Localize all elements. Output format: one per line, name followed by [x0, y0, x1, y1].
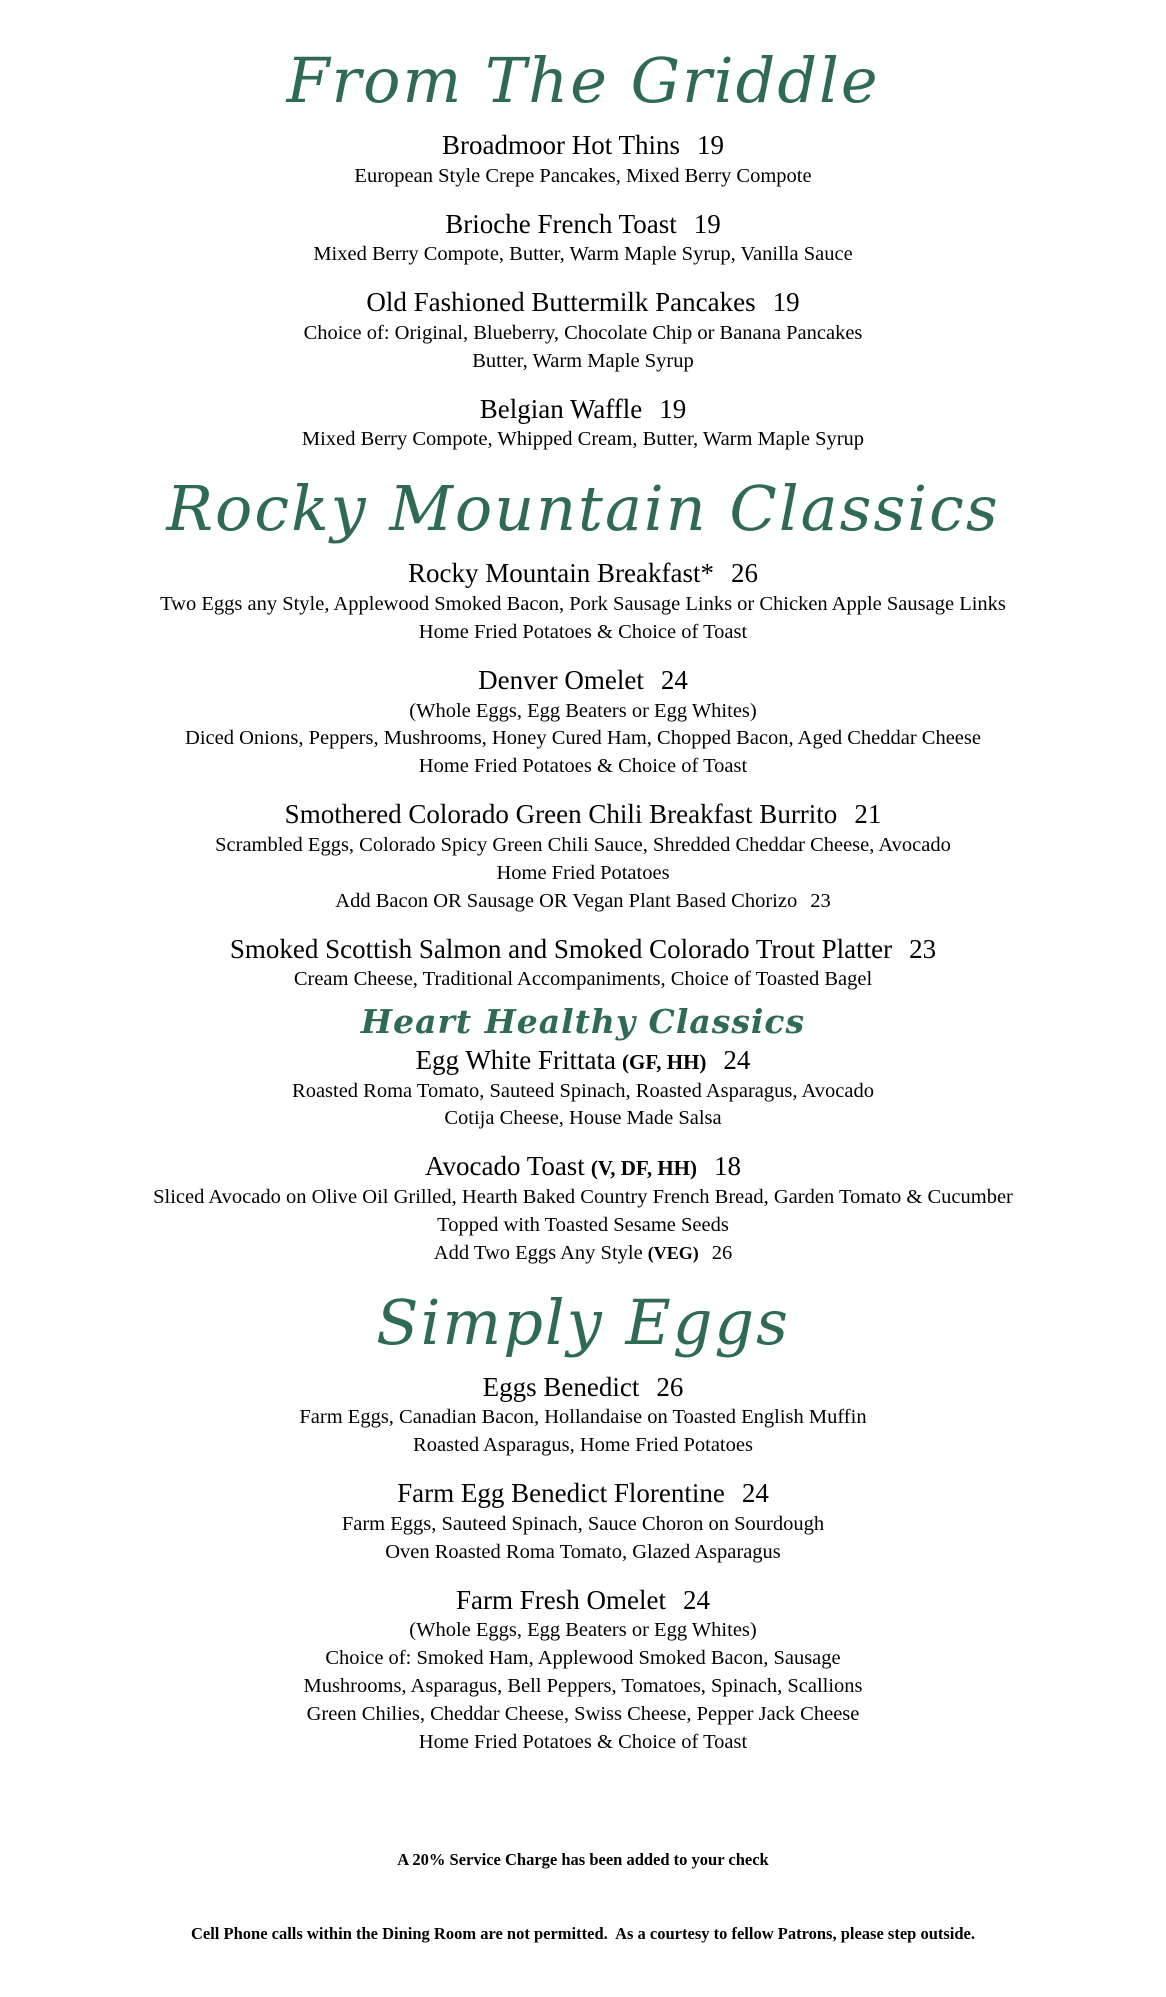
menu-item	[40, 933, 1126, 995]
menu-item	[40, 664, 1126, 781]
addon-text: Add Two Eggs Any Style	[433, 1241, 643, 1264]
menu-item	[40, 557, 1126, 647]
item-title-row	[40, 1584, 1126, 1618]
cell-phone-notice: Cell Phone calls within the Dining Room are not permitted. As a courtesy to fellow Patrons, please step outside.	[190, 1924, 976, 1944]
item-description-line: Home Fried Potatoes & Choice of Toast	[418, 1730, 748, 1753]
item-price: 19	[659, 393, 687, 424]
footer-notices	[40, 1799, 1126, 1997]
item-description-line: Roasted Roma Tomato, Sauteed Spinach, Roasted Asparagus, Avocado	[292, 1079, 874, 1102]
item-price: 26	[730, 558, 758, 589]
menu-item	[40, 798, 1126, 915]
item-description-line: Mushrooms, Asparagus, Bell Peppers, Tomatoes, Spinach, Scallions	[303, 1675, 863, 1698]
item-title-row	[40, 933, 1126, 967]
item-description-line: Oven Roasted Roma Tomato, Glazed Asparagus	[385, 1540, 781, 1563]
menu-item	[40, 1150, 1126, 1267]
item-description-line: Diced Onions, Peppers, Mushrooms, Honey Cured Ham, Chopped Bacon, Aged Cheddar Cheese	[185, 727, 981, 750]
item-name: Farm Egg Benedict Florentine	[397, 1478, 725, 1509]
item-title-row	[40, 208, 1126, 242]
item-name: Brioche French Toast	[445, 208, 677, 239]
item-description-line: (Whole Eggs, Egg Beaters or Egg Whites)	[409, 699, 757, 722]
item-name: Rocky Mountain Breakfast*	[408, 558, 714, 589]
item-name: Belgian Waffle	[479, 393, 643, 424]
item-description-line: Choice of: Smoked Ham, Applewood Smoked Bacon, Sausage	[325, 1647, 841, 1670]
item-title-row	[40, 129, 1126, 163]
item-addon-line	[40, 888, 1126, 916]
addon-text: Add Bacon OR Sausage OR Vegan Plant Based Chorizo	[335, 889, 798, 912]
addon-price: 23	[810, 889, 831, 912]
item-description-line: Sliced Avocado on Olive Oil Grilled, Hearth Baked Country French Bread, Garden Tomato & Cucumber	[153, 1186, 1013, 1209]
item-description-line: Farm Eggs, Canadian Bacon, Hollandaise on Toasted English Muffin	[299, 1406, 867, 1429]
item-title-row	[40, 798, 1126, 832]
item-description-line: Mixed Berry Compote, Butter, Warm Maple Syrup, Vanilla Sauce	[313, 243, 853, 266]
item-description-line: Two Eggs any Style, Applewood Smoked Bacon, Pork Sausage Links or Chicken Apple Sausage Links	[160, 593, 1006, 616]
item-description-line: Cotija Cheese, House Made Salsa	[444, 1107, 722, 1130]
section-title: From The Griddle	[286, 44, 880, 117]
section-heart-healthy-classics	[40, 1004, 1126, 1268]
item-description-line: Butter, Warm Maple Syrup	[472, 349, 694, 372]
item-name: Broadmoor Hot Thins	[442, 129, 680, 160]
section-title: Simply Eggs	[376, 1285, 790, 1359]
service-charge-notice: A 20% Service Charge has been added to your check	[397, 1850, 769, 1870]
section-from-the-griddle	[40, 44, 1126, 454]
item-description-line: Choice of: Original, Blueberry, Chocolate Chip or Banana Pancakes	[303, 321, 863, 344]
item-name: Smothered Colorado Green Chili Breakfast Burrito	[284, 799, 838, 830]
item-title-row	[40, 1371, 1126, 1405]
item-description-line: Topped with Toasted Sesame Seeds	[437, 1213, 729, 1236]
item-name: Denver Omelet	[478, 664, 644, 695]
item-description-line: Roasted Asparagus, Home Fried Potatoes	[413, 1434, 753, 1457]
addon-price: 26	[711, 1241, 733, 1264]
menu-item	[40, 1044, 1126, 1134]
item-price: 24	[723, 1044, 751, 1075]
item-description-line: (Whole Eggs, Egg Beaters or Egg Whites)	[409, 1619, 757, 1642]
item-price: 19	[693, 208, 721, 239]
section-rocky-mountain-classics	[40, 472, 1126, 994]
item-title-row	[40, 664, 1126, 698]
item-description-line: European Style Crepe Pancakes, Mixed Berry Compote	[354, 164, 812, 187]
menu-item	[40, 393, 1126, 455]
item-price: 26	[656, 1371, 684, 1402]
item-dietary-tag: (V, DF, HH)	[590, 1156, 697, 1181]
item-name: Smoked Scottish Salmon and Smoked Colorado Trout Platter	[229, 933, 893, 964]
menu-item	[40, 1584, 1126, 1757]
item-price: 23	[909, 933, 937, 964]
item-description-line: Scrambled Eggs, Colorado Spicy Green Chili Sauce, Shredded Cheddar Cheese, Avocado	[215, 833, 951, 856]
item-price: 24	[660, 664, 688, 695]
item-price: 24	[682, 1584, 710, 1615]
menu-item	[40, 1371, 1126, 1461]
item-description-line: Mixed Berry Compote, Whipped Cream, Butter, Warm Maple Syrup	[301, 428, 865, 451]
menu-item	[40, 286, 1126, 376]
item-title-row	[40, 557, 1126, 591]
item-name: Old Fashioned Buttermilk Pancakes	[366, 287, 756, 318]
item-description-line: Home Fried Potatoes	[496, 861, 670, 884]
menu-item	[40, 129, 1126, 191]
item-name: Eggs Benedict	[482, 1371, 640, 1402]
item-price: 21	[854, 799, 882, 830]
item-description-line: Farm Eggs, Sauteed Spinach, Sauce Choron on Sourdough	[341, 1512, 825, 1535]
menu-item	[40, 208, 1126, 270]
addon-dietary-tag: (VEG)	[647, 1242, 699, 1263]
item-title-row	[40, 393, 1126, 427]
item-addon-line	[40, 1240, 1126, 1268]
item-name: Avocado Toast	[424, 1151, 585, 1182]
item-title-row	[40, 1477, 1126, 1511]
section-simply-eggs	[40, 1285, 1126, 1757]
item-name: Farm Fresh Omelet	[456, 1584, 666, 1615]
item-price: 18	[714, 1151, 741, 1182]
menu-item	[40, 1477, 1126, 1567]
section-title: Rocky Mountain Classics	[166, 472, 1000, 546]
item-description-line: Cream Cheese, Traditional Accompaniments, Choice of Toasted Bagel	[293, 968, 873, 991]
item-title-row	[40, 286, 1126, 320]
item-price: 24	[741, 1478, 769, 1509]
item-description-line: Green Chilies, Cheddar Cheese, Swiss Cheese, Pepper Jack Cheese	[306, 1702, 860, 1725]
item-title-row	[40, 1150, 1126, 1184]
item-dietary-tag: (GF, HH)	[622, 1049, 707, 1074]
item-price: 19	[697, 129, 724, 160]
item-price: 19	[772, 287, 800, 318]
item-description-line: Home Fried Potatoes & Choice of Toast	[418, 620, 748, 643]
section-title: Heart Healthy Classics	[360, 1002, 806, 1042]
item-name: Egg White Frittata	[415, 1044, 617, 1075]
item-description-line: Home Fried Potatoes & Choice of Toast	[418, 755, 748, 778]
item-title-row	[40, 1044, 1126, 1078]
